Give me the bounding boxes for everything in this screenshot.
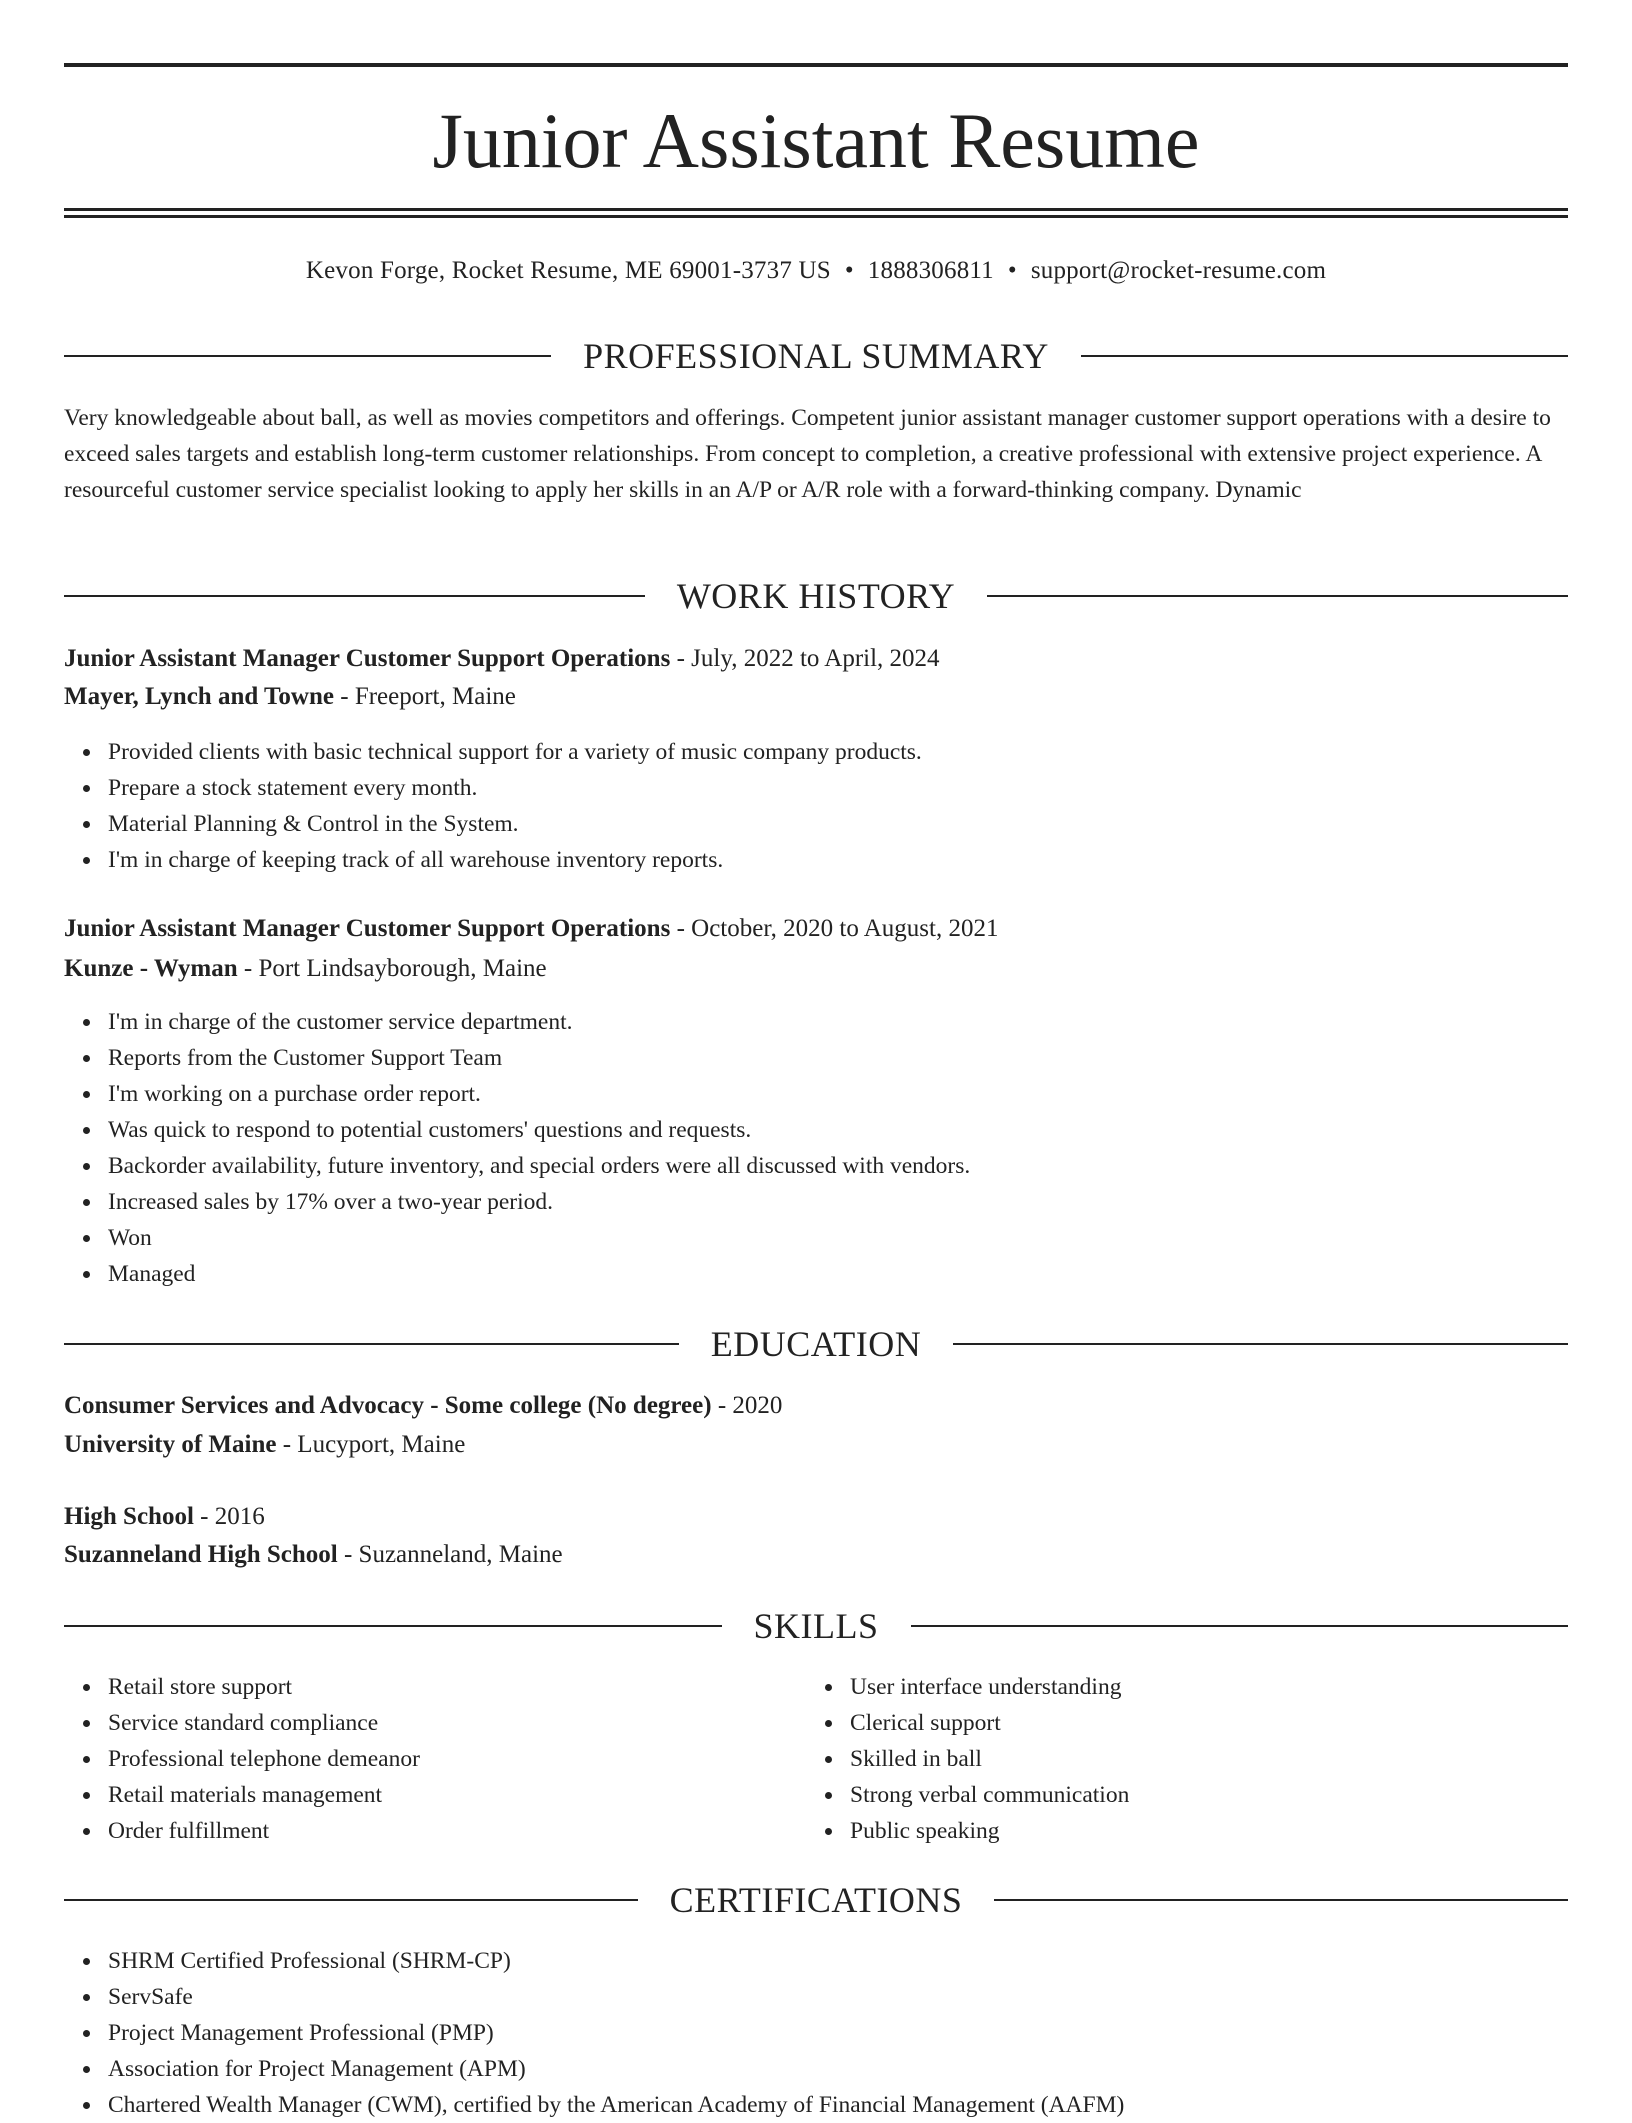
list-item: Reports from the Customer Support Team (108, 1040, 970, 1076)
education-degree: High School (64, 1503, 194, 1530)
dash: - (340, 683, 349, 710)
dash: - (717, 1392, 727, 1419)
list-item: Increased sales by 17% over a two-year period. (108, 1184, 970, 1220)
section-header-certifications (64, 1878, 1568, 1922)
list-item: Public speaking (850, 1813, 1129, 1849)
section-rule (64, 1625, 722, 1627)
job-title: Junior Assistant Manager Customer Support Operations (64, 645, 671, 672)
section-rule (987, 595, 1568, 597)
contact-separator: • (1007, 257, 1017, 284)
list-item: Project Management Professional (PMP) (108, 2015, 1124, 2051)
contact-address: Kevon Forge, Rocket Resume, ME 69001-3737 US (305, 257, 831, 284)
education-degree: Consumer Services and Advocacy - Some college (No degree) (64, 1392, 712, 1419)
section-header-skills (64, 1604, 1568, 1648)
list-item: User interface understanding (850, 1669, 1129, 1705)
skills-list-right (806, 1669, 1129, 1849)
contact-phone: 1888306811 (867, 257, 994, 284)
summary-text: Very knowledgeable about ball, as well as movies competitors and offerings. Competent junior assistant manager customer support operations with a desire to exceed sales targets and establish long-term customer relationships. From concept to completion, a creative professional with extensive project experience. A resourceful customer service specialist looking to apply her skills in an A/P or A/R role with a forward-thinking company. Dynamic (64, 405, 1551, 503)
dash: - (200, 1503, 209, 1530)
section-rule (953, 1343, 1568, 1345)
dash: - (282, 1431, 292, 1458)
job-bullets (64, 734, 922, 878)
section-title: EDUCATION (710, 1324, 922, 1364)
section-title: SKILLS (753, 1606, 879, 1646)
list-item: Provided clients with basic technical support for a variety of music company products. (108, 734, 922, 770)
section-rule (64, 355, 551, 357)
section-header-work-history (64, 574, 1568, 618)
job-title: Junior Assistant Manager Customer Support Operations (64, 915, 671, 942)
job-location: Freeport, Maine (354, 683, 516, 710)
section-title: CERTIFICATIONS (669, 1880, 963, 1920)
list-item: I'm in charge of keeping track of all warehouse inventory reports. (108, 842, 922, 878)
list-item: Chartered Wealth Manager (CWM), certified by the American Academy of Financial Management (AAFM) (108, 2087, 1124, 2123)
job-company: Kunze - Wyman (64, 955, 238, 982)
title-rule-lower (64, 215, 1568, 218)
contact-email: support@rocket-resume.com (1030, 257, 1327, 284)
title-rule-upper (64, 208, 1568, 211)
contact-line (64, 254, 1568, 288)
list-item: Skilled in ball (850, 1741, 1129, 1777)
education-year: 2020 (732, 1392, 783, 1419)
job-dates: July, 2022 to April, 2024 (691, 645, 940, 672)
dash: - (676, 645, 685, 672)
section-rule (64, 1343, 679, 1345)
list-item: Managed (108, 1256, 970, 1292)
list-item: Retail store support (108, 1669, 420, 1705)
page-title: Junior Assistant Resume (432, 97, 1200, 184)
job-title-line (64, 911, 1568, 947)
section-rule (911, 1625, 1569, 1627)
skills-list-left (64, 1669, 420, 1849)
job-bullets (64, 1004, 970, 1292)
education-school-line (64, 1427, 1568, 1463)
certifications-list (64, 1943, 1124, 2123)
list-item: Association for Project Management (APM) (108, 2051, 1124, 2087)
dash: - (676, 915, 685, 942)
job-company-line (64, 679, 1568, 715)
education-school: University of Maine (64, 1431, 277, 1458)
list-item: Retail materials management (108, 1777, 420, 1813)
education-school-line (64, 1537, 1568, 1573)
list-item: Service standard compliance (108, 1705, 420, 1741)
job-location: Port Lindsayborough, Maine (258, 955, 547, 982)
job-title-line (64, 641, 1568, 677)
list-item: Won (108, 1220, 970, 1256)
education-degree-line (64, 1499, 1568, 1535)
list-item: Professional telephone demeanor (108, 1741, 420, 1777)
list-item: ServSafe (108, 1979, 1124, 2015)
section-header-education (64, 1322, 1568, 1366)
job-dates: October, 2020 to August, 2021 (691, 915, 999, 942)
section-title: WORK HISTORY (676, 576, 956, 616)
section-rule (1081, 355, 1568, 357)
top-rule (64, 63, 1568, 67)
list-item: Strong verbal communication (850, 1777, 1129, 1813)
job-company-line (64, 951, 1568, 987)
contact-separator: • (844, 257, 854, 284)
list-item: Backorder availability, future inventory, and special orders were all discussed with vendors. (108, 1148, 970, 1184)
job-company: Mayer, Lynch and Towne (64, 683, 334, 710)
education-location: Suzanneland, Maine (358, 1541, 563, 1568)
section-rule (64, 1899, 638, 1901)
list-item: I'm working on a purchase order report. (108, 1076, 970, 1112)
list-item: Material Planning & Control in the System. (108, 806, 922, 842)
list-item: Was quick to respond to potential customers' questions and requests. (108, 1112, 970, 1148)
section-rule (994, 1899, 1568, 1901)
dash: - (243, 955, 253, 982)
section-header-summary (64, 334, 1568, 378)
list-item: SHRM Certified Professional (SHRM-CP) (108, 1943, 1124, 1979)
list-item: I'm in charge of the customer service department. (108, 1004, 970, 1040)
education-location: Lucyport, Maine (297, 1431, 466, 1458)
education-year: 2016 (214, 1503, 265, 1530)
education-degree-line (64, 1388, 1568, 1424)
list-item: Order fulfillment (108, 1813, 420, 1849)
list-item: Prepare a stock statement every month. (108, 770, 922, 806)
section-rule (64, 595, 645, 597)
section-title: PROFESSIONAL SUMMARY (583, 336, 1049, 376)
dash: - (343, 1541, 353, 1568)
education-school: Suzanneland High School (64, 1541, 338, 1568)
list-item: Clerical support (850, 1705, 1129, 1741)
